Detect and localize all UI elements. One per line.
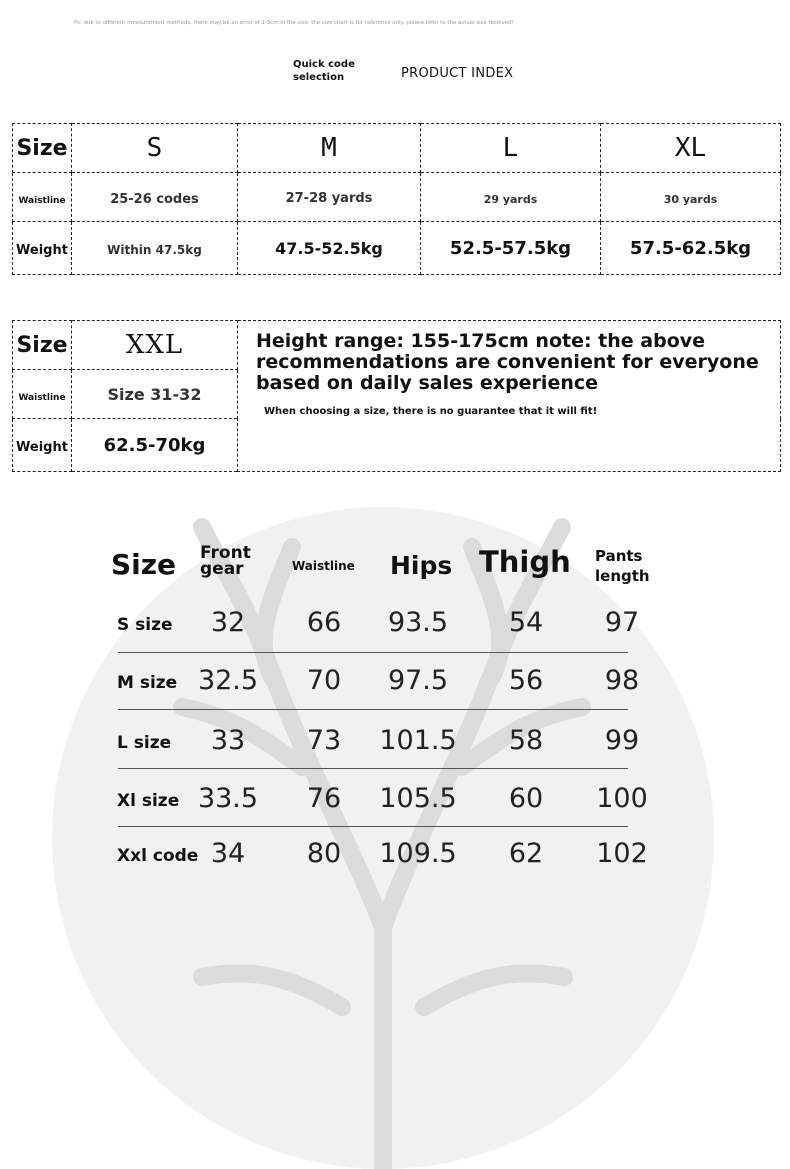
measurement-hips-value: 93.5	[387, 607, 449, 638]
row-label-waistline: Waistline	[13, 370, 72, 419]
row-separator	[118, 709, 628, 710]
measurement-pants-value: 99	[604, 725, 640, 756]
waistline-cell: 30 yards	[601, 173, 781, 222]
quick-code-label	[293, 58, 355, 84]
measurement-pants-value: 102	[596, 838, 648, 869]
measurement-row-label: S size	[117, 615, 173, 635]
size-row	[13, 321, 781, 370]
size-row	[13, 124, 781, 173]
measurement-waist-value: 73	[306, 725, 342, 756]
row-label-size: Size	[13, 124, 72, 173]
row-label-waistline: Waistline	[13, 173, 72, 222]
measurement-hips-value: 97.5	[387, 665, 449, 696]
measurement-waist-value: 80	[306, 838, 342, 869]
header-front-gear-line1: Front	[200, 543, 251, 563]
quick-code-line2: selection	[293, 72, 345, 83]
row-separator	[118, 652, 628, 653]
measurement-front-value: 32	[210, 607, 246, 638]
measurement-front-value: 33	[210, 725, 246, 756]
measurement-front-value: 33.5	[197, 783, 259, 814]
measurement-waist-value: 66	[306, 607, 342, 638]
row-separator	[118, 826, 628, 827]
header-pants-length-line1: Pants	[595, 547, 643, 565]
measurement-front-value: 32.5	[197, 665, 259, 696]
waistline-cell: Size 31-32	[72, 370, 238, 419]
waistline-cell: 25-26 codes	[72, 173, 238, 222]
measurement-thigh-value: 54	[508, 607, 544, 638]
weight-cell: 52.5-57.5kg	[421, 222, 601, 275]
measurement-hips-value: 101.5	[379, 725, 457, 756]
disclaimer-text: Ps: due to different measurement methods, there may be an error of 1-3cm in the size. the size chart is for reference only. please refer to the actual size received!	[74, 20, 514, 26]
measurement-thigh-value: 60	[508, 783, 544, 814]
row-label-weight: Weight	[13, 222, 72, 275]
weight-cell: 62.5-70kg	[72, 419, 238, 472]
measurement-row-label: Xl size	[117, 791, 180, 811]
size-cell: L	[421, 124, 601, 173]
weight-cell: Within 47.5kg	[72, 222, 238, 275]
size-cell: XXL	[72, 321, 238, 370]
waistline-row	[13, 173, 781, 222]
weight-row	[13, 222, 781, 275]
measurement-row-label: Xxl code	[117, 846, 199, 866]
product-index-title: PRODUCT INDEX	[401, 66, 514, 81]
size-cell: M	[238, 124, 421, 173]
header-waistline: Waistline	[292, 559, 355, 573]
waistline-cell: 29 yards	[421, 173, 601, 222]
row-label-size: Size	[13, 321, 72, 370]
header-pants-length	[595, 546, 650, 586]
measurement-pants-value: 98	[604, 665, 640, 696]
height-range-note: Height range: 155-175cm note: the above recommendations are convenient for everyone based on daily sales experience	[256, 330, 759, 394]
measurement-waist-value: 76	[306, 783, 342, 814]
measurement-waist-value: 70	[306, 665, 342, 696]
measurement-front-value: 34	[210, 838, 246, 869]
measurement-hips-value: 105.5	[379, 783, 457, 814]
measurement-thigh-value: 62	[508, 838, 544, 869]
size-table-primary	[12, 123, 781, 275]
header-hips: Hips	[390, 551, 453, 580]
measurement-thigh-value: 56	[508, 665, 544, 696]
header-front-gear	[200, 545, 251, 577]
size-cell: S	[72, 124, 238, 173]
fit-disclaimer: When choosing a size, there is no guarantee that it will fit!	[264, 406, 598, 417]
size-note	[238, 321, 781, 472]
header-size: Size	[111, 548, 177, 581]
measurement-row-label: L size	[117, 733, 172, 753]
weight-cell: 57.5-62.5kg	[601, 222, 781, 275]
header-pants-length-line2: length	[595, 567, 650, 585]
measurement-thigh-value: 58	[508, 725, 544, 756]
waistline-cell: 27-28 yards	[238, 173, 421, 222]
measurement-pants-value: 100	[596, 783, 648, 814]
measurement-pants-value: 97	[604, 607, 640, 638]
measurement-row-label: M size	[117, 673, 178, 693]
size-table-xxl	[12, 320, 781, 472]
quick-code-line1: Quick code	[293, 59, 355, 70]
header-thigh: Thigh	[479, 545, 571, 579]
header-front-gear-line2: gear	[200, 559, 244, 579]
weight-cell: 47.5-52.5kg	[238, 222, 421, 275]
size-cell: XL	[601, 124, 781, 173]
row-label-weight: Weight	[13, 419, 72, 472]
row-separator	[118, 768, 628, 769]
measurement-hips-value: 109.5	[379, 838, 457, 869]
